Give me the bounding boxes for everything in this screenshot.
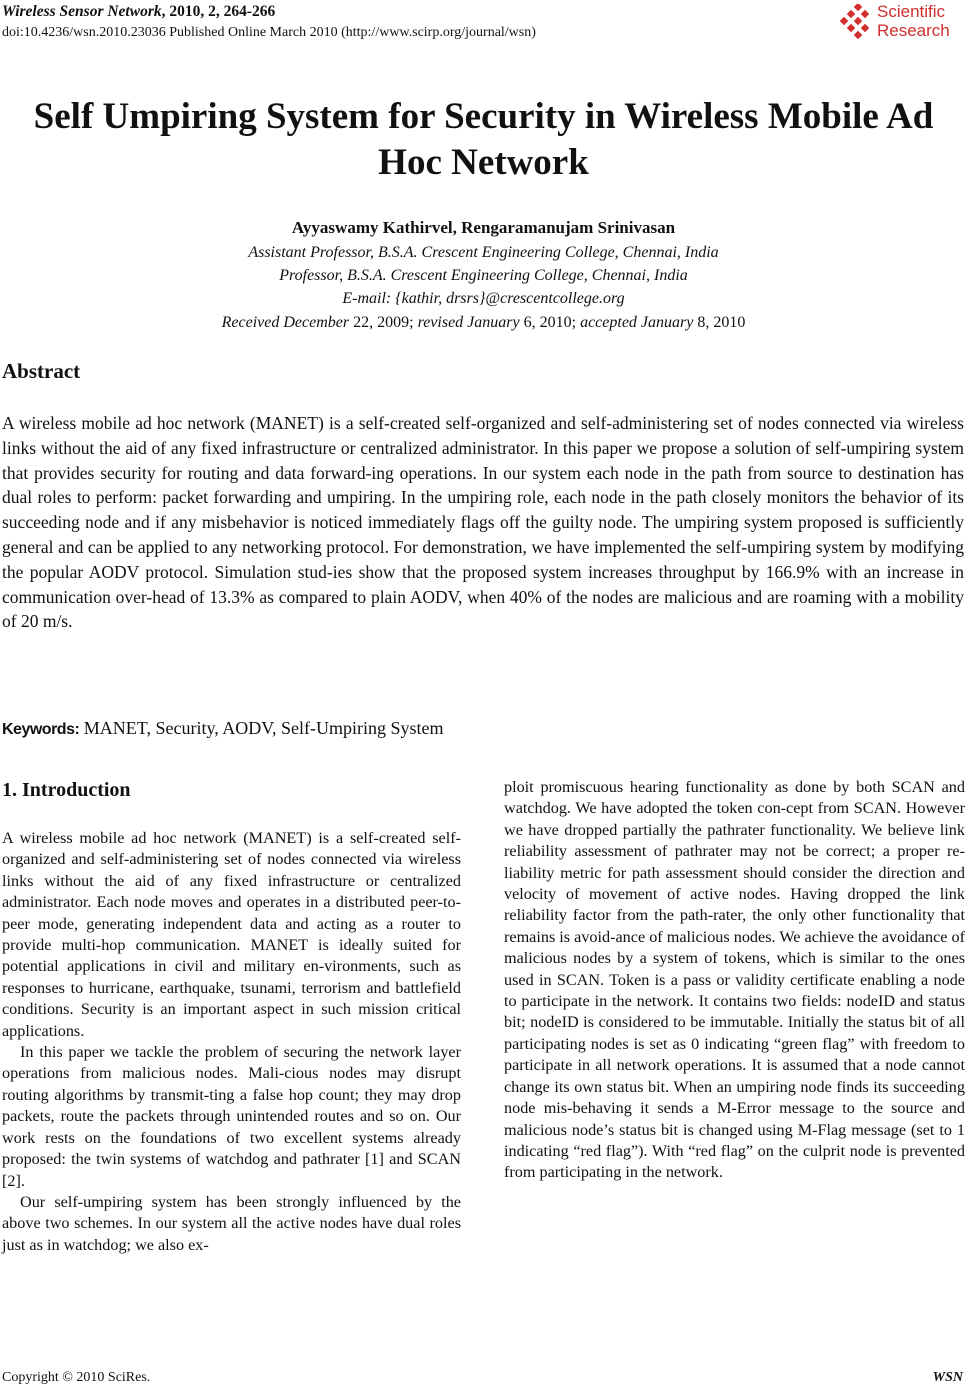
received-label: Received December: [221, 314, 350, 331]
paper-title: [0, 94, 967, 186]
footer-journal-abbr: WSN: [932, 1370, 963, 1385]
email-label: E-mail: [342, 290, 386, 307]
title-line2: Hoc Network: [378, 142, 589, 183]
intro-paragraph-3-continued: ploit promiscuous hearing functionality as done by both SCAN and watchdog. We have adopted the token con-cept from SCAN. However we have dropped partially the pathrater functionality. We believe link reliability assessment of pathrater may not be correct; a proper re-liability metric for path assessment should consider the direction and velocity of movement of active nodes. Having dropped the link reliability factor from the path-rater, the only other functionality that remains is avoid-ance of malicious nodes. We achieve the avoidance of malicious nodes by a system of tokens, which is similar to the ones used in SCAN. Token is a pass or validity certificate enabling a node to participate in the network. It contains two fields: nodeID and status bit; nodeID is considered to be immutable. Initially the status bit of all participating nodes is set as 0 indicating “green flag” with freedom to participate in all network operations. It is assumed that a node cannot change its own status bit. When an umpiring node finds its succeeding node mis-behaving it sends a M-Error message to the source and malicious node’s status bit is changed using M-Flag message (set to 1 indicating “red flag”). With “red flag” on the culprit node is prevented from participating in the network.: [504, 778, 965, 1182]
accepted-date: 8, 2010: [693, 314, 746, 331]
section-heading-introduction: 1. Introduction: [2, 779, 131, 801]
affiliation-2: Professor, B.S.A. Crescent Engineering College, Chennai, India: [279, 267, 688, 284]
doi-line: doi:10.4236/wsn.2010.23036 Published Online March 2010 (http://www.scirp.org/journal/wsn): [2, 25, 536, 40]
intro-paragraph-1: A wireless mobile ad hoc network (MANET) is a self-created self-organized and self-administering set of nodes connected via wireless links without the aid of any fixed infrastructure or centralized administrator. Each node moves and operates in a distributed peer-to-peer mode, generating independent data and acting as a router to provide multi-hop communication. MANET is ideally suited for potential applications in civil and military en-vironments, such as responses to hurricane, earthquake, tsunami, terrorism and battlefield conditions. Security is an important aspect in such mission critical applications.: [2, 829, 461, 1040]
left-column: [2, 828, 461, 1256]
keywords: [2, 716, 443, 742]
publisher-logo: [839, 2, 963, 46]
email-address: : {kathir, drsrs}@crescentcollege.org: [385, 290, 625, 307]
received-date: 22, 2009;: [349, 314, 418, 331]
journal-name: Wireless Sensor Network: [2, 3, 162, 20]
abstract-heading: Abstract: [2, 359, 81, 383]
intro-paragraph-2: In this paper we tackle the problem of securing the network layer operations from malicious nodes. Mali-cious nodes may disrupt routing algorithms by transmit-ting a false hop count; they may drop packets, route the packets through unintended routes and so on. Our work rests on the foundations of two excellent systems already proposed: the twin systems of watchdog and pathrater [1] and SCAN [2].: [2, 1043, 461, 1190]
journal-citation: [2, 2, 275, 22]
publisher-logo-icon: [839, 4, 875, 44]
email-line: [0, 288, 967, 309]
authors: Ayyaswamy Kathirvel, Rengaramanujam Srinivasan: [291, 218, 676, 237]
logo-line1: Scientific: [877, 2, 946, 21]
accepted-label: accepted January: [580, 314, 694, 331]
keywords-text: MANET, Security, AODV, Self-Umpiring System: [79, 718, 444, 738]
abstract-text: A wireless mobile ad hoc network (MANET) is a self-created self-organized and self-administering set of nodes connected via wireless links without the aid of any fixed infrastructure or centralized administrator. In this paper we propose a solution of self-umpiring system that provides security for routing and data forward-ing operations. In our system each node in the path from source to destination has dual roles to perform: packet forwarding and umpiring. In the umpiring role, each node in the path closely monitors the behavior of its succeeding node and if any misbehavior is noticed immediately flags off the guilty node. The umpiring system proposed is sufficiently general and can be applied to any networking protocol. For demonstration, we have implemented the self-umpiring system by modifying the popular AODV protocol. Simulation stud-ies show that the proposed system increases throughput by 166.9% with an increase in communication over-head of 13.3% as compared to plain AODV, when 40% of the nodes are malicious and are roaming with a mobility of 20 m/s.: [2, 413, 964, 632]
footer-copyright: Copyright © 2010 SciRes.: [2, 1370, 151, 1385]
revised-label: revised January: [417, 314, 520, 331]
publisher-logo-text: [877, 2, 950, 40]
journal-volume: , 2010, 2, 264-266: [161, 3, 276, 20]
revised-date: 6, 2010;: [519, 314, 581, 331]
title-line1: Self Umpiring System for Security in Wireless Mobile Ad: [33, 96, 934, 137]
keywords-label: Keywords:: [2, 721, 80, 738]
received-line: [0, 312, 967, 333]
right-column: [504, 777, 965, 1184]
affiliation-1: Assistant Professor, B.S.A. Crescent Engineering College, Chennai, India: [248, 244, 719, 261]
logo-line2: Research: [877, 21, 950, 40]
intro-paragraph-3: Our self-umpiring system has been strongly influenced by the above two schemes. In our system all the active nodes have dual roles just as in watchdog; we also ex-: [2, 1192, 461, 1254]
